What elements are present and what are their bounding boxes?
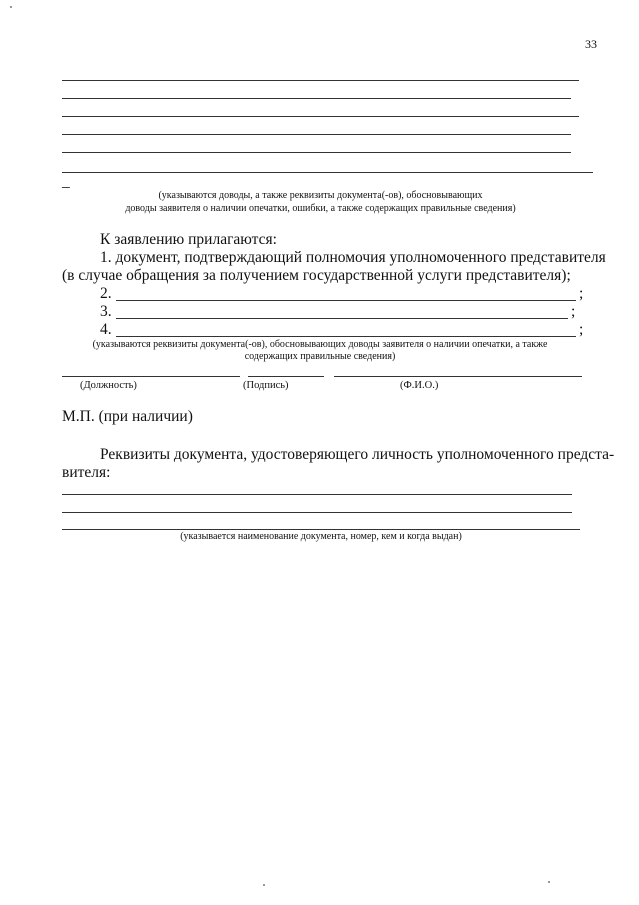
reasons-caption-line2: доводы заявителя о наличии опечатки, ошибки, а также содержащих правильные сведения) xyxy=(125,203,516,214)
scan-speck xyxy=(10,6,12,8)
dash-mark: _ xyxy=(62,173,70,190)
attachment-item-4-number: 4. xyxy=(100,321,112,338)
signature-line xyxy=(248,376,324,377)
blank-line xyxy=(62,152,571,153)
page-number: 33 xyxy=(585,37,597,51)
signature-label: (Подпись) xyxy=(243,380,289,391)
scan-speck xyxy=(263,884,265,886)
attachment-item-3-line xyxy=(116,318,568,319)
attachment-item-3-end: ; xyxy=(571,303,576,320)
blank-line xyxy=(62,512,572,513)
full-name-line xyxy=(334,376,582,377)
attachment-item-2-end: ; xyxy=(579,285,584,302)
blank-line xyxy=(62,172,593,173)
attachment-item-3-number: 3. xyxy=(100,303,112,320)
blank-line xyxy=(62,116,579,117)
scan-speck xyxy=(548,881,550,883)
attachment-item-4-end: ; xyxy=(579,321,584,338)
full-name-label: (Ф.И.О.) xyxy=(400,380,439,391)
attachment-item-2-line xyxy=(116,300,576,301)
attachment-item-1-line1: 1. документ, подтверждающий полномочия уполномоченного представителя xyxy=(100,249,606,266)
blank-line xyxy=(62,134,571,135)
blank-line xyxy=(62,529,580,530)
blank-line xyxy=(62,80,579,81)
representative-id-caption: (указывается наименование документа, номер, кем и когда выдан) xyxy=(180,531,462,542)
blank-line xyxy=(62,494,572,495)
attachment-item-4-line xyxy=(116,336,576,337)
position-line xyxy=(62,376,240,377)
representative-id-line1: Реквизиты документа, удостоверяющего личность уполномоченного предста- xyxy=(100,446,615,463)
attachments-heading: К заявлению прилагаются: xyxy=(100,231,277,248)
attachments-caption-line1: (указываются реквизиты документа(-ов), обосновывающих доводы заявителя о наличии опечатки, а также xyxy=(92,339,548,350)
reasons-caption-line1: (указываются доводы, а также реквизиты документа(-ов), обосновывающих xyxy=(158,190,483,201)
attachment-item-1-line2: (в случае обращения за получением государственной услуги представителя); xyxy=(62,267,571,284)
blank-line xyxy=(62,98,571,99)
stamp-note: М.П. (при наличии) xyxy=(62,408,193,425)
attachment-item-2-number: 2. xyxy=(100,285,112,302)
representative-id-line2: вителя: xyxy=(62,464,111,481)
position-label: (Должность) xyxy=(80,380,137,391)
attachments-caption-line2: содержащих правильные сведения) xyxy=(244,351,396,362)
